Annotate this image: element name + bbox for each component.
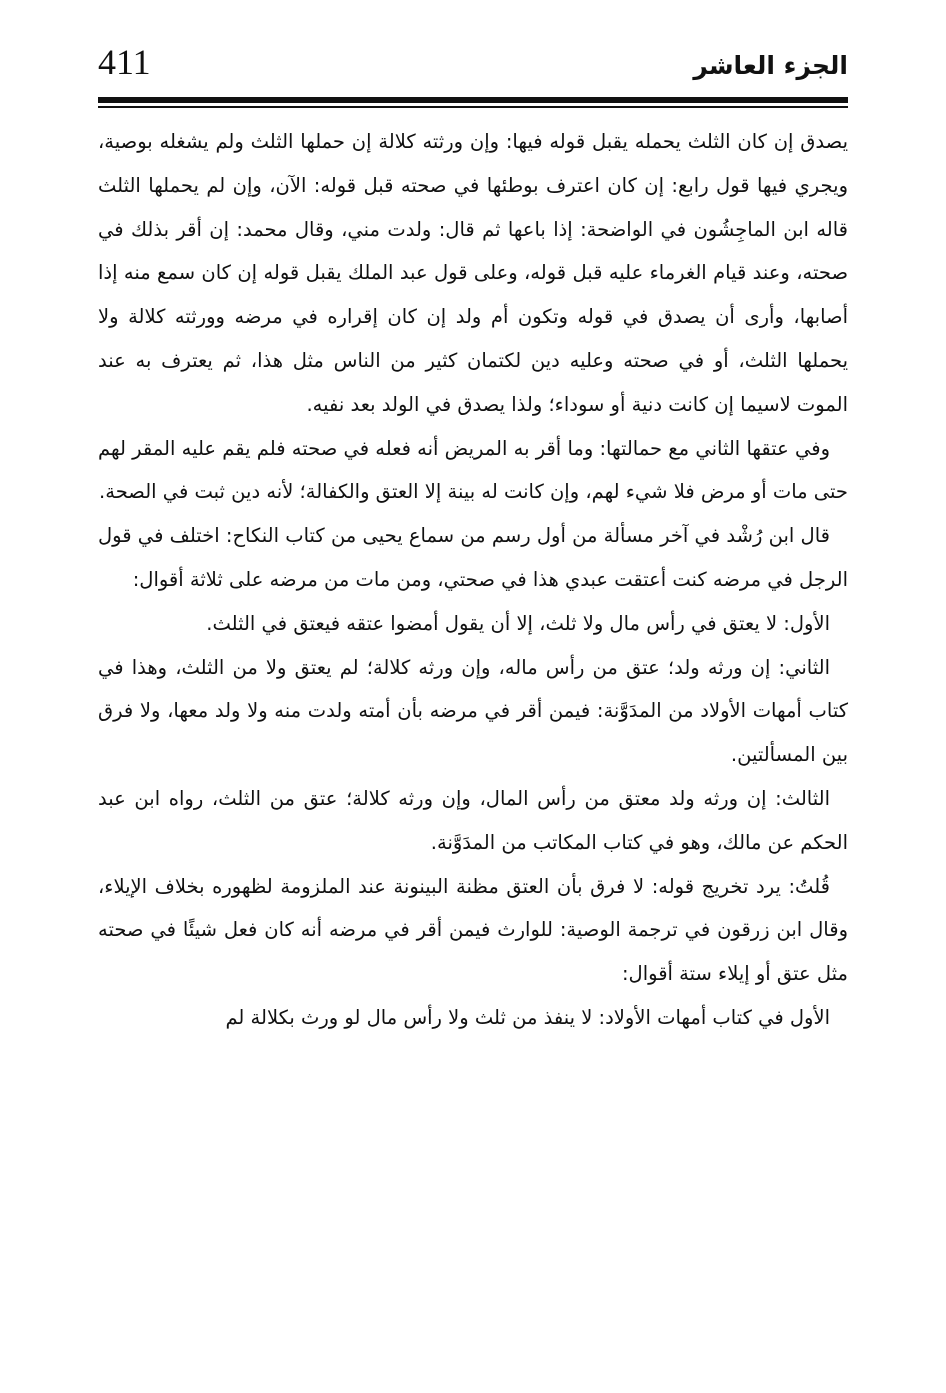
- page-header: [98, 40, 848, 102]
- running-head: الجزء العاشر: [693, 51, 848, 80]
- paragraph: الأول في كتاب أمهات الأولاد: لا ينفذ من ثلث ولا رأس مال لو ورث بكلالة لم: [225, 1005, 830, 1029]
- paragraph: الأول: لا يعتق في رأس مال ولا ثلث، إلا أن يقول أمضوا عتقه فيعتق في الثلث.: [206, 611, 830, 635]
- paragraph: الثاني: إن ورثه ولد؛ عتق من رأس ماله، وإن ورثه كلالة؛ لم يعتق ولا من الثلث، وهذا في كتاب أمهات الأولاد من المدَوَّنة: فيمن أقر في مرضه بأن أمته ولدت منه ولا ولد معها، ولا فرق بين المسألتين.: [98, 655, 848, 767]
- paragraph: قال ابن رُشْد في آخر مسألة من أول رسم من سماع يحيى من كتاب النكاح: اختلف في قول الرجل في مرضه كنت أعتقت عبدي هذا في صحتي، ومن مات من مرضه على ثلاثة أقوال:: [98, 524, 848, 591]
- paragraph: يصدق إن كان الثلث يحمله يقبل قوله فيها: وإن ورثته كلالة إن حملها الثلث ولم يشغله بوصية، ويجري فيها قول رابع: إن كان اعترف بوطئها في صحته قبل قوله: الآن، وإن لم يحملها الثلث قاله ابن الماجِشُون في الواضحة: إذا باعها ثم قال: ولدت مني، وقال محمد: إن أقر بذلك في صحته، وعند قيام الغرماء عليه قبل قوله، وعلى قول عبد الملك يقبل قوله إن كان سمع منه إذا أصابها، وأرى أن يصدق في قوله وتكون أم ولد إن كان إقراره في مرضه وورثته كلالة ولا يحملها الثلث، أو في صحته وعليه دين لكتمان كثير من الناس مثل هذا، ثم يعترف به عند الموت لاسيما إن كانت دنية أو سوداء؛ ولذا يصدق في الولد بعد نفيه.: [98, 130, 848, 416]
- header-rule-thick: [98, 97, 848, 103]
- header-rule-thin: [98, 106, 848, 108]
- body-text: [98, 120, 848, 1040]
- paragraph: وفي عتقها الثاني مع حمالتها: وما أقر به المريض أنه فعله في صحته فلم يقم عليه المقر لهم حتى مات أو مرض فلا شيء لهم، وإن كانت له بينة إلا العتق والكفالة؛ لأنه دين ثبت في الصحة.: [98, 436, 848, 504]
- paragraph: الثالث: إن ورثه ولد معتق من رأس المال، وإن ورثه كلالة؛ عتق من الثلث، رواه ابن عبد الحكم عن مالك، وهو في كتاب المكاتب من المدَوَّنة.: [98, 786, 848, 854]
- paragraph: قُلتُ: يرد تخريج قوله: لا فرق بأن العتق مظنة البينونة عند الملزومة لظهوره بخلاف الإيلاء، وقال ابن زرقون في ترجمة الوصية: للوارث فيمن أقر في مرضه أنه كان فعل شيئًا في صحته مثل عتق أو إيلاء ستة أقوال:: [98, 874, 848, 986]
- page-number: 411: [98, 42, 151, 82]
